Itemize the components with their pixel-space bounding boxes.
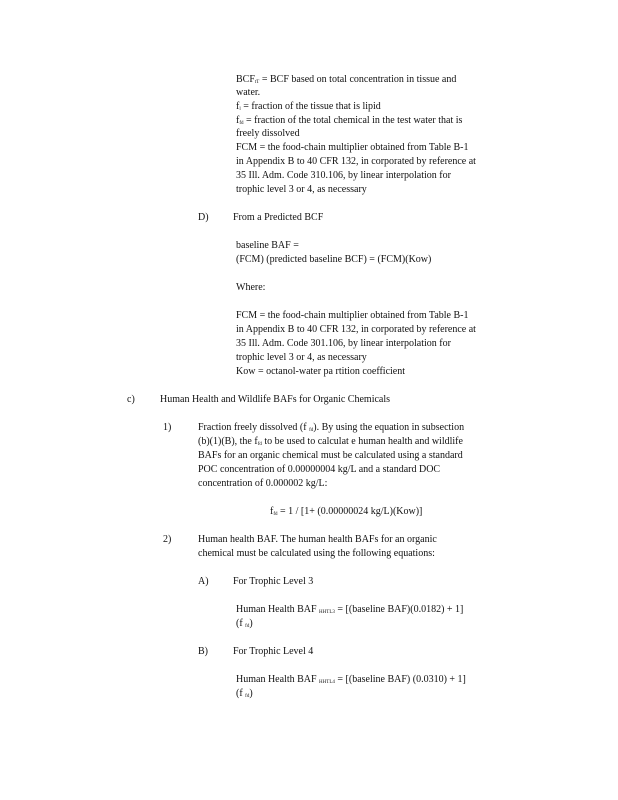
bcf-definition-cont: water.	[236, 87, 261, 98]
where-label: Where:	[236, 282, 266, 293]
subsection-a-heading: For Trophic Level 3	[233, 576, 314, 587]
section-c-label: c)	[127, 394, 135, 405]
fcm-definition-line: 35 Ill. Adm. Code 310.106, by linear interpolation for	[236, 170, 451, 181]
subsection-b-heading: For Trophic Level 4	[233, 646, 314, 657]
item-2-label: 2)	[163, 534, 172, 545]
fcm-definition-line: trophic level 3 or 4, as necessary	[236, 184, 367, 195]
ffd-equation: $f_{fd} = 1 / [1+ (0.00000024$ kg/L)(Kow)]	[270, 506, 423, 517]
bcf-definition: $BCF_{tT}$ = BCF based on total concentration in tissue and	[236, 74, 457, 85]
fl-definition: $f_l$ = fraction of the tissue that is lipid	[236, 101, 381, 112]
hh-baf-tl4-equation-cont: (f $_{fd}$)	[236, 688, 253, 699]
ffd-definition-cont: freely dissolved	[236, 128, 300, 139]
item-1-text: (b)(1)(B), the $f_{fd}$ to be used to calculat e human health and wildlife	[198, 436, 463, 447]
ffd-definition: $f_{fd}$ = fraction of the total chemical in the test water that is	[236, 115, 463, 126]
item-1-text: POC concentration of 0.00000004 kg/L and a standard DOC	[198, 464, 441, 475]
section-d-heading: From a Predicted BCF	[233, 212, 324, 223]
item-1-text: Fraction freely dissolved (f $_{fd}$). By using the equation in subsection	[198, 422, 465, 433]
equation-line: (FCM) (predicted baseline BCF) = (FCM)(Kow)	[236, 254, 432, 265]
hh-baf-tl4-equation: Human Health BAF $_{HHTL4}$ = [(baseline BAF) (0.0310) + 1]	[236, 674, 466, 685]
fcm-definition-line: FCM = the food-chain multiplier obtained from Table B-1	[236, 142, 469, 153]
hh-baf-tl3-equation: Human Health BAF $_{HHTL3}$ = [(baseline BAF)(0.0182) + 1]	[236, 604, 464, 615]
section-c-heading: Human Health and Wildlife BAFs for Organic Chemicals	[160, 394, 391, 405]
hh-baf-tl3-equation-cont: (f $_{fd}$)	[236, 618, 253, 629]
subsection-a-label: A)	[198, 576, 209, 587]
kow-definition: Kow = octanol-water pa rtition coefficient	[236, 366, 406, 377]
item-1-text: concentration of 0.000002 kg/L:	[198, 478, 328, 489]
fcm-definition-line: in Appendix B to 40 CFR 132, in corporated by reference at	[236, 156, 476, 167]
item-2-text: chemical must be calculated using the following equations:	[198, 548, 435, 559]
equation-line: baseline BAF =	[236, 240, 299, 251]
section-d-label: D)	[198, 212, 209, 223]
item-1-text: BAFs for an organic chemical must be calculated using a standard	[198, 450, 463, 461]
fcm-definition-line: 35 Ill. Adm. Code 301.106, by linear interpolation for	[236, 338, 451, 349]
fcm-definition-line: trophic level 3 or 4, as necessary	[236, 352, 367, 363]
fcm-definition-line: in Appendix B to 40 CFR 132, in corporated by reference at	[236, 324, 476, 335]
item-2-text: Human health BAF. The human health BAFs for an organic	[198, 534, 437, 545]
item-1-label: 1)	[163, 422, 172, 433]
fcm-definition-line: FCM = the food-chain multiplier obtained from Table B-1	[236, 310, 469, 321]
subsection-b-label: B)	[198, 646, 208, 657]
